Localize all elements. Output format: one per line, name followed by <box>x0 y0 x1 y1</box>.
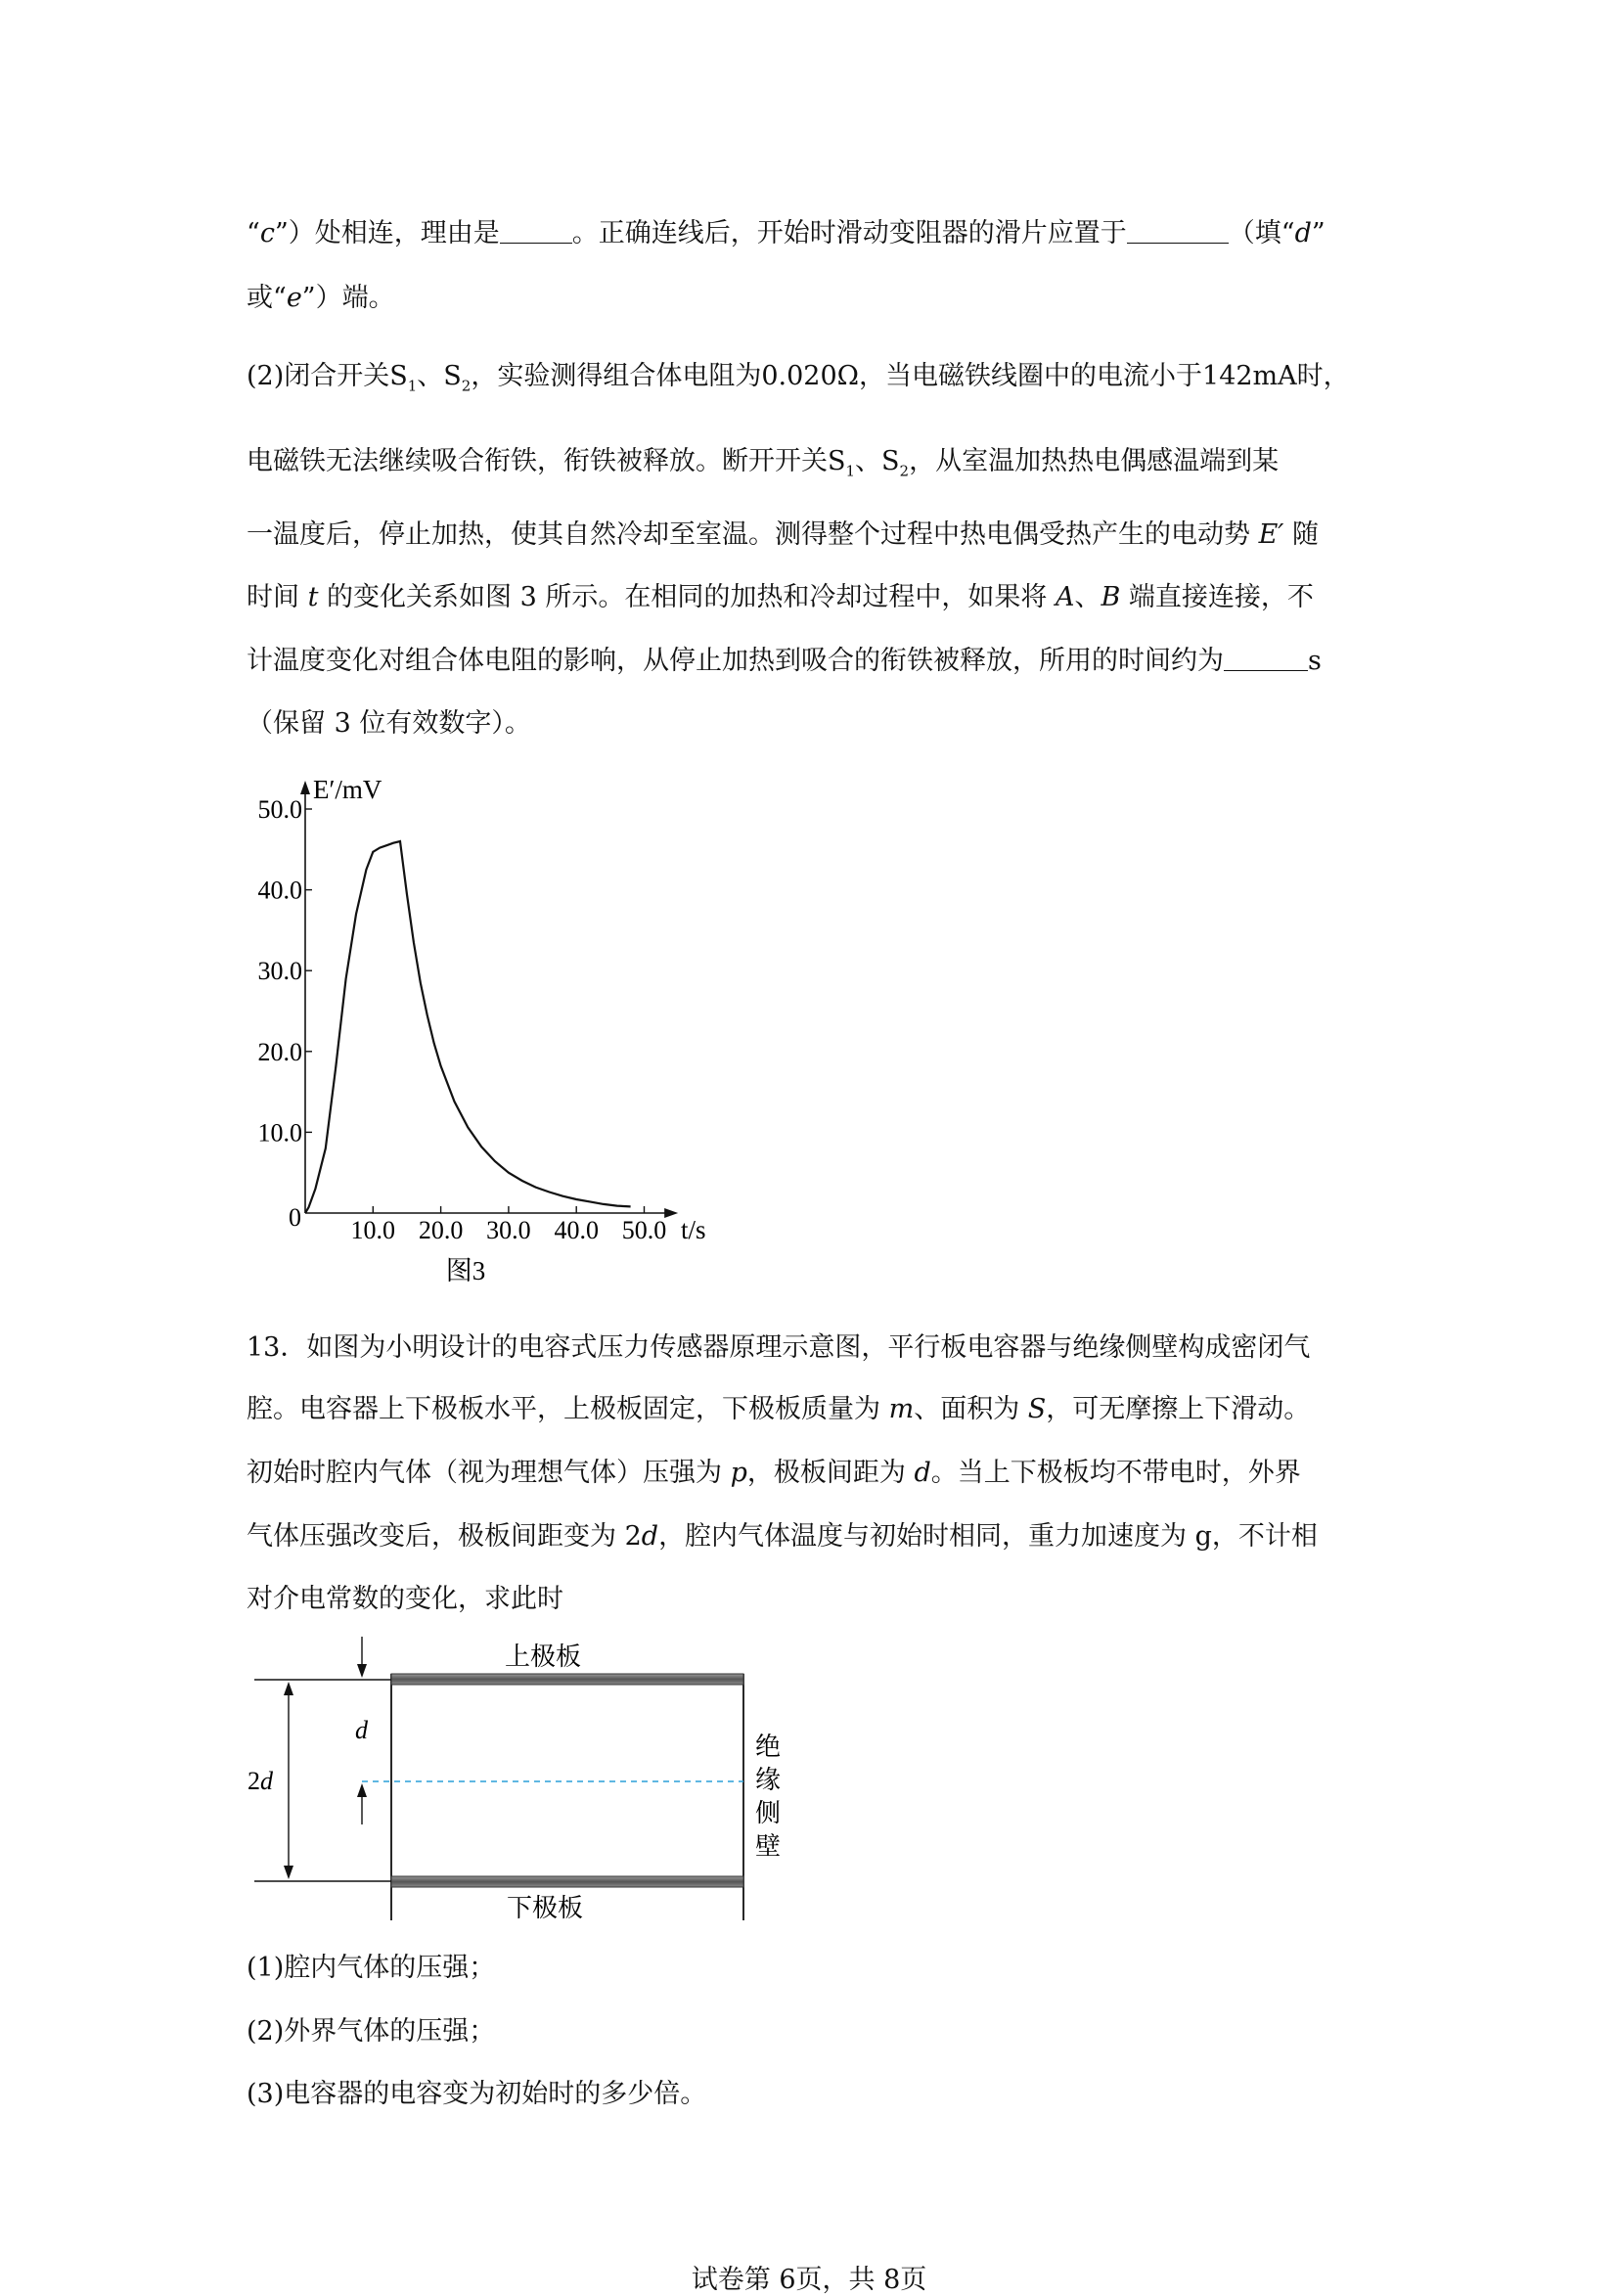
page-footer: 试卷第 6页，共 8页 <box>691 2265 927 2295</box>
var-d: d <box>641 1521 659 1552</box>
y-tick-label: 10.0 <box>257 1118 302 1148</box>
text: ”）端。 <box>301 283 395 313</box>
y-tick-label: 40.0 <box>257 876 302 905</box>
y-tick-label: 20.0 <box>257 1037 302 1066</box>
text: ”）处相连，理由是 <box>274 218 500 248</box>
subscript: 1 <box>845 462 856 480</box>
var-t: t <box>307 582 319 612</box>
var-p: p <box>730 1458 747 1488</box>
q12-part2-line3 <box>247 513 1319 551</box>
text: 的变化关系如图 3 所示。在相同的加热和冷却过程中，如果将 <box>327 582 1048 612</box>
d-arrow-bottom-head <box>357 1783 367 1797</box>
x-tick-label: 30.0 <box>486 1216 531 1244</box>
text: 、S <box>417 361 462 391</box>
subscript: 1 <box>407 377 418 395</box>
series-line-E-prime <box>305 841 631 1213</box>
text: ，实验测得组合体电阻为0.020Ω，当电磁铁线圈中的电流小于142mA时， <box>471 361 1350 391</box>
origin-label: 0 <box>289 1203 301 1232</box>
x-axis-arrow <box>664 1208 678 1218</box>
var-d: d <box>914 1458 931 1488</box>
x-tick-label: 20.0 <box>418 1216 464 1244</box>
text: 端直接连接，不 <box>1128 582 1314 612</box>
text: （填“ <box>1228 218 1295 248</box>
text: ，从室温加热热电偶感温端到某 <box>909 446 1280 476</box>
text: 、 <box>1074 582 1101 612</box>
dimension-2d-arrow-top <box>284 1682 293 1695</box>
lower-plate-label: 下极板 <box>507 1894 584 1922</box>
side-wall-label-char: 侧 <box>755 1799 782 1827</box>
var-m: m <box>888 1394 915 1424</box>
chart-title: 图3 <box>445 1256 486 1285</box>
text: 13．如图为小明设计的电容式压力传感器原理示意图，平行板电容器与绝缘侧壁构成密闭气 <box>247 1332 1311 1363</box>
dimension-2d-arrow-bottom <box>284 1866 293 1879</box>
x-tick-label: 10.0 <box>350 1216 396 1244</box>
text: ” <box>1311 218 1326 248</box>
lower-plate <box>391 1876 743 1887</box>
text: 。正确连线后，开始时滑动变阻器的滑片应置于 <box>571 218 1127 248</box>
q13-line1 <box>247 1326 1310 1364</box>
text: 、S <box>855 446 900 476</box>
figure-3-chart <box>235 763 743 1311</box>
text: (2)外界气体的压强； <box>247 2016 496 2047</box>
text: 气体压强改变后，极板间距变为 2 <box>247 1521 642 1552</box>
text: 随 <box>1292 519 1320 550</box>
x-tick-label: 40.0 <box>554 1216 599 1244</box>
q13-sub1 <box>247 1946 495 1984</box>
label-2d-number: 2 <box>247 1767 260 1795</box>
y-axis-arrow <box>300 781 310 794</box>
answer-blank-time[interactable] <box>1224 645 1308 671</box>
text: 初始时腔内气体（视为理想气体）压强为 <box>247 1458 722 1488</box>
side-wall-label-char: 壁 <box>755 1832 782 1861</box>
label-d: d <box>355 1716 368 1744</box>
capacitor-diagram <box>245 1629 792 1937</box>
y-tick-label: 30.0 <box>257 957 302 986</box>
text: 腔。电容器上下极板水平，上极板固定，下极板质量为 <box>247 1394 880 1424</box>
var-E-prime: E′ <box>1258 519 1284 550</box>
upper-plate-label: 上极板 <box>505 1643 582 1671</box>
text: 。当上下极板均不带电时，外界 <box>930 1458 1301 1488</box>
q13-line5 <box>247 1577 563 1615</box>
x-axis-label: t/s <box>681 1215 706 1244</box>
subscript: 2 <box>461 377 472 395</box>
unit-s: s <box>1308 646 1322 676</box>
text: 一温度后，停止加热，使其自然冷却至室温。测得整个过程中热电偶受热产生的电动势 <box>247 519 1250 550</box>
q13-sub3 <box>247 2072 706 2110</box>
y-axis-label: E′/mV <box>313 775 382 804</box>
text: (2)闭合开关S <box>247 361 408 391</box>
text: ，极板间距为 <box>746 1458 906 1488</box>
var-c: c <box>259 218 275 248</box>
text: 对介电常数的变化，求此时 <box>247 1584 563 1614</box>
text: 电磁铁无法继续吸合衔铁，衔铁被释放。断开开关S <box>247 446 846 476</box>
q12-part2-line1 <box>247 354 1350 394</box>
var-S: S <box>1027 1394 1047 1424</box>
text: (1)腔内气体的压强； <box>247 1953 496 1983</box>
x-tick-label: 50.0 <box>621 1216 667 1244</box>
q12-part2-line2 <box>247 439 1279 479</box>
var-d: d <box>1294 218 1312 248</box>
label-2d <box>247 1767 274 1795</box>
q13-line4 <box>247 1514 1318 1553</box>
upper-plate <box>391 1674 743 1685</box>
var-A: A <box>1055 582 1075 612</box>
text: 计温度变化对组合体电阻的影响，从停止加热到吸合的衔铁被释放，所用的时间约为 <box>247 646 1224 676</box>
q12-line2 <box>247 276 395 314</box>
d-arrow-top-head <box>357 1664 367 1678</box>
side-wall-label-char: 缘 <box>755 1766 782 1794</box>
text: （保留 3 位有效数字）。 <box>247 708 531 739</box>
q12-part2-line6 <box>247 701 531 740</box>
text: 、面积为 <box>914 1394 1020 1424</box>
chart-axes <box>300 781 678 1218</box>
var-B: B <box>1101 582 1121 612</box>
label-2d-variable: d <box>260 1767 273 1795</box>
q13-line3 <box>247 1451 1301 1489</box>
answer-blank-reason[interactable] <box>500 217 572 244</box>
q13-sub2 <box>247 2009 495 2048</box>
text: ，腔内气体温度与初始时相同，重力加速度为 g，不计相 <box>658 1521 1318 1552</box>
q12-part2-line4 <box>247 575 1314 613</box>
answer-blank-slider[interactable] <box>1127 217 1229 244</box>
text: (3)电容器的电容变为初始时的多少倍。 <box>247 2079 707 2109</box>
y-tick-label: 50.0 <box>257 795 302 824</box>
q13-line2 <box>247 1387 1310 1425</box>
q12-part2-line5 <box>247 639 1322 677</box>
text: ，可无摩擦上下滑动。 <box>1046 1394 1311 1424</box>
text: 或“ <box>247 283 287 313</box>
q12-line1 <box>247 211 1326 249</box>
side-wall-label-char: 绝 <box>755 1733 782 1761</box>
subscript: 2 <box>899 462 910 480</box>
text: 时间 <box>247 582 299 612</box>
text: “ <box>247 218 260 248</box>
var-e: e <box>286 283 302 313</box>
